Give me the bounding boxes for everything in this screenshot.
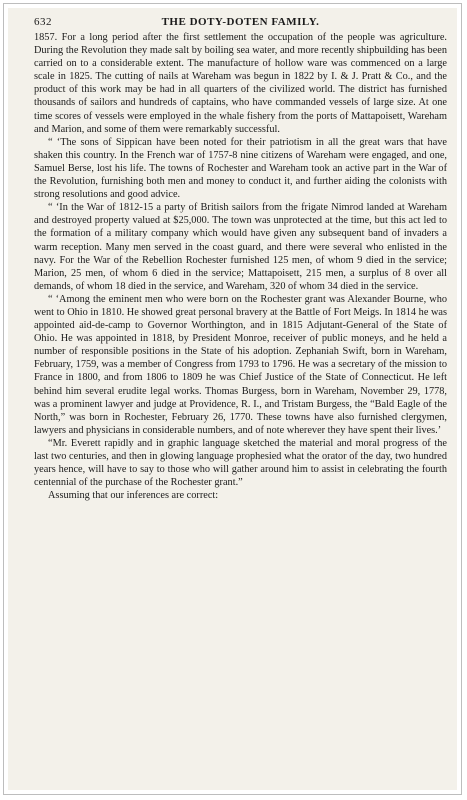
paragraph-everett: “Mr. Everett rapidly and in graphic language sketched the material and moral progress of the last two centuries, and then in glowing language prophesied what the orator of the day, two hundred years hence, will have to say to those who will gather around him to assist in celebrating the fourth centennial of the purchase of the Rochester grant.” [34, 437, 447, 489]
image-frame [3, 3, 462, 795]
running-title: THE DOTY-DOTEN FAMILY. [161, 16, 320, 28]
page-number: 632 [34, 16, 52, 28]
paragraph-war-of-1812: “ ‘In the War of 1812-15 a party of British sailors from the frigate Nimrod landed at Wareham and destroyed property valued at $25,000. The town was unprotected at the time, but this act led to the formation of a military company which would have given any subsequent band of invaders a warm reception. Many men served in the coast guard, and there were several who enlisted in the navy. For the War of the Rebellion Rochester furnished 125 men, of whom 9 died in the service; Marion, 25 men, of whom 6 died in the service; Mattapoisett, 215 men, a surplus of 8 over all demands, of whom 18 died in the service, and Wareham, 320 of whom 34 died in the service. [34, 202, 447, 292]
page-body [34, 31, 447, 502]
paragraph-eminent-men: “ ‘Among the eminent men who were born on the Rochester grant was Alexander Bourne, who went to Ohio in 1810. He showed great personal bravery at the Battle of Fort Meigs. In 1814 he was appointed aid-de-camp to Governor Worthington, and in 1815 Adjutant-General of the State of Ohio. He was appointed in 1818, by President Monroe, receiver of public moneys, and he held a number of responsible positions in the State of his adoption. Zephaniah Swift, born in Wareham, February, 1759, was a member of Congress from 1793 to 1796. He was a secretary of the mission to France in 1800, and from 1806 to 1809 he was Chief Justice of the State of Connecticut. He left behind him several erudite legal works. Thomas Burgess, born in Wareham, November 29, 1778, was a prominent lawyer and judge at Providence, R. I., and Tristam Burgess, the “Bald Eagle of the North,” was born in Rochester, February 26, 1770. These towns have also furnished clergymen, lawyers and physicians in considerable numbers, and of note wherever they have spent their lives.’ [34, 293, 447, 436]
paragraph-patriotism: “ ‘The sons of Sippican have been noted for their patriotism in all the great wars that have shaken this country. In the French war of 1757-8 nine citizens of Wareham were engaged, and one, Samuel Berse, lost his life. The towns of Rochester and Wareham took an active part in the War of the Revolution, furnishing both men and money to conduct it, and further aiding the colonists with strong resolutions and good advice. [34, 136, 447, 201]
paragraph-continuation: 1857. For a long period after the first settlement the occupation of the people was agriculture. During the Revolution they made salt by boiling sea water, and more recently shipbuilding has been carried on to a considerable extent. The manufacture of hollow ware was commenced on a large scale in 1825. The cutting of nails at Wareham was begun in 1822 by I. & J. Pratt & Co., and the product of this work may be had in all quarters of the civilized world. The district has furnished thousands of sailors and hundreds of captains, who have commanded vessels of large size. At one time scores of vessels were employed in the whale fishery from the ports of Mattapoisett, Wareham and Marion, and some of them were remarkably successful. [34, 32, 447, 135]
paragraph-inferences: Assuming that our inferences are correct: [48, 490, 219, 502]
book-page [8, 8, 457, 790]
page-header [34, 16, 447, 28]
